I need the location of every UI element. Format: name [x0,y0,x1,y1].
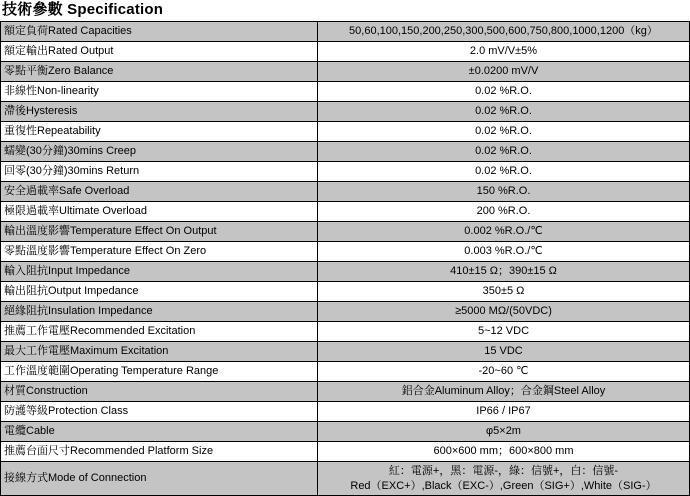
table-row [1,162,690,182]
spec-label: 推薦工作電壓Recommended Excitation [1,322,318,342]
spec-value: IP66 / IP67 [318,402,690,422]
spec-value: 0.02 %R.O. [318,82,690,102]
spec-label: 接線方式Mode of Connection [1,462,318,496]
spec-label: 滯後Hysteresis [1,102,318,122]
spec-label: 零點平衡Zero Balance [1,62,318,82]
spec-value: 15 VDC [318,342,690,362]
spec-label: 額定輸出Rated Output [1,42,318,62]
spec-label: 防護等級Protection Class [1,402,318,422]
spec-label: 安全過載率Safe Overload [1,182,318,202]
spec-value: 410±15 Ω；390±15 Ω [318,262,690,282]
table-row [1,342,690,362]
spec-label: 輸出溫度影響Temperature Effect On Output [1,222,318,242]
spec-label: 電纜Cable [1,422,318,442]
spec-label: 回零(30分鐘)30mins Return [1,162,318,182]
spec-label: 輸出阻抗Output Impedance [1,282,318,302]
spec-label: 極限過載率Ultimate Overload [1,202,318,222]
spec-label: 絕緣阻抗Insulation Impedance [1,302,318,322]
table-row [1,102,690,122]
spec-label: 材質Construction [1,382,318,402]
table-row [1,422,690,442]
spec-value: 0.02 %R.O. [318,122,690,142]
spec-value: 鋁合金Aluminum Alloy；合金鋼Steel Alloy [318,382,690,402]
table-row [1,62,690,82]
spec-table-body [1,22,690,496]
spec-value: 0.02 %R.O. [318,142,690,162]
spec-label: 蠕變(30分鐘)30mins Creep [1,142,318,162]
page-title: 技術參數 Specification [2,1,164,18]
table-row [1,262,690,282]
spec-value: 350±5 Ω [318,282,690,302]
spec-value: 0.02 %R.O. [318,102,690,122]
table-row [1,442,690,462]
table-row [1,462,690,496]
table-row [1,22,690,42]
table-row [1,222,690,242]
spec-value: ±0.0200 mV/V [318,62,690,82]
spec-label: 推薦台面尺寸Recommended Platform Size [1,442,318,462]
spec-value: -20~60 ℃ [318,362,690,382]
spec-value: 5~12 VDC [318,322,690,342]
table-row [1,82,690,102]
spec-value: 50,60,100,150,200,250,300,500,600,750,800,1000,1200（kg） [318,22,690,42]
spec-value: 2.0 mV/V±5% [318,42,690,62]
spec-value: 0.02 %R.O. [318,162,690,182]
spec-label: 重復性Repeatability [1,122,318,142]
table-row [1,242,690,262]
spec-value: 0.002 %R.O./℃ [318,222,690,242]
table-row [1,42,690,62]
table-row [1,402,690,422]
spec-value: φ5×2m [318,422,690,442]
table-row [1,142,690,162]
table-row [1,282,690,302]
table-row [1,122,690,142]
table-row [1,382,690,402]
spec-value: 0.003 %R.O./℃ [318,242,690,262]
spec-label: 最大工作電壓Maximum Excitation [1,342,318,362]
spec-label: 額定負荷Rated Capacities [1,22,318,42]
specification-table [0,21,690,496]
table-row [1,202,690,222]
spec-label: 非線性Non-linearity [1,82,318,102]
table-row [1,302,690,322]
spec-value: ≥5000 MΩ/(50VDC) [318,302,690,322]
spec-label: 零點溫度影響Temperature Effect On Zero [1,242,318,262]
spec-value: 紅：電源+，黑：電源-，綠：信號+，白：信號- Red（EXC+）,Black（EXC-）,Green（SIG+）,White（SIG-） [318,462,690,496]
spec-label: 輸入阻抗Input Impedance [1,262,318,282]
spec-label: 工作溫度範圍Operating Temperature Range [1,362,318,382]
table-row [1,182,690,202]
spec-value: 200 %R.O. [318,202,690,222]
spec-value: 150 %R.O. [318,182,690,202]
table-row [1,322,690,342]
spec-value: 600×600 mm；600×800 mm [318,442,690,462]
table-row [1,362,690,382]
